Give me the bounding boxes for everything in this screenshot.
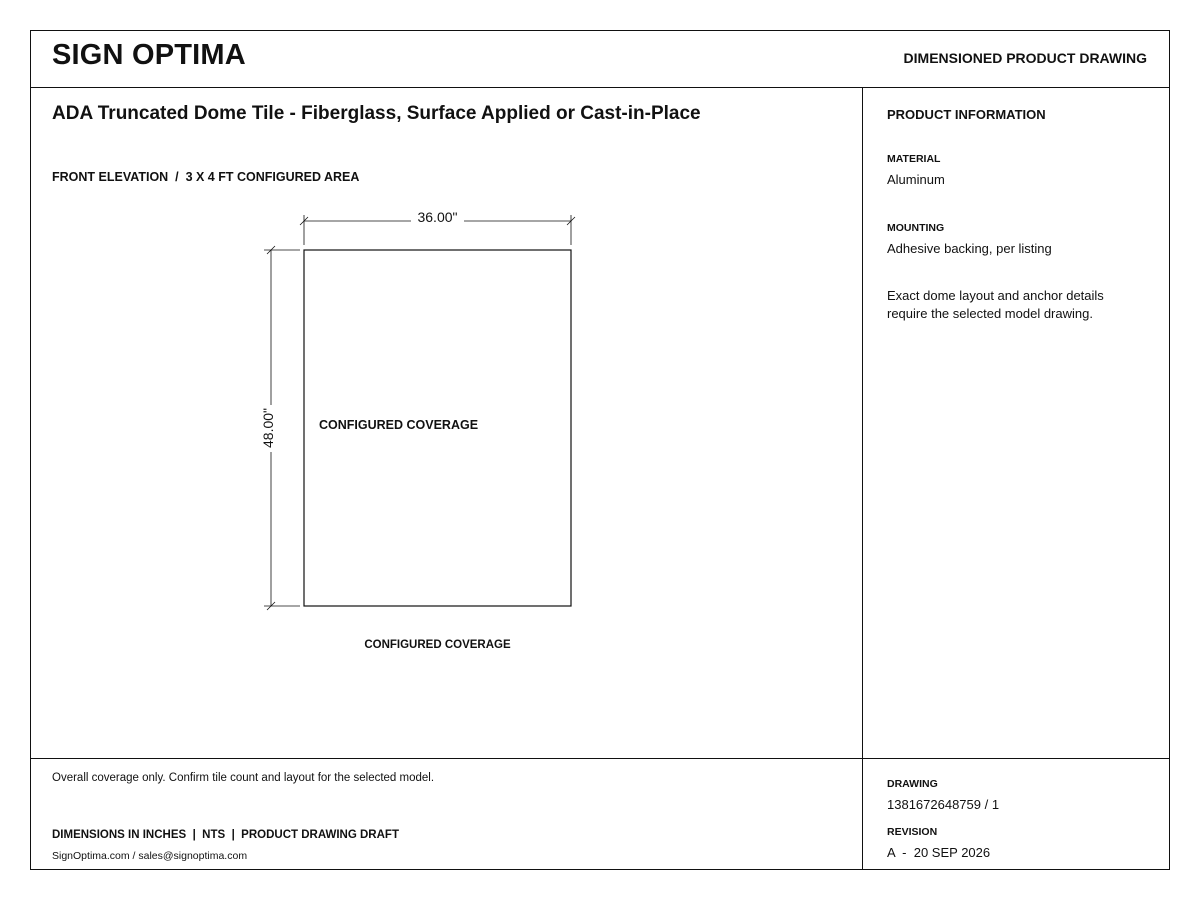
material-label: MATERIAL [887, 153, 941, 165]
coverage-caption: CONFIGURED COVERAGE [364, 639, 511, 651]
drawing-number-value: 1381672648759 / 1 [887, 797, 1000, 812]
view-label: FRONT ELEVATION / 3 X 4 FT CONFIGURED AREA [52, 170, 360, 184]
height-dimension-text: 48.00" [260, 407, 276, 449]
footer-specs: DIMENSIONS IN INCHES | NTS | PRODUCT DRAWING DRAFT [52, 829, 399, 841]
material-value: Aluminum [887, 172, 945, 187]
product-title: ADA Truncated Dome Tile - Fiberglass, Surface Applied or Cast-in-Place [52, 103, 701, 124]
document-type: DIMENSIONED PRODUCT DRAWING [903, 50, 1147, 66]
sidebar-title: PRODUCT INFORMATION [887, 107, 1046, 122]
coverage-inner-label: CONFIGURED COVERAGE [319, 418, 479, 432]
mounting-value: Adhesive backing, per listing [887, 241, 1052, 256]
brand-name: SIGN OPTIMA [52, 39, 246, 71]
drawing-number-label: DRAWING [887, 778, 938, 790]
revision-value: A - 20 SEP 2026 [887, 845, 991, 860]
mounting-label: MOUNTING [887, 222, 945, 234]
footer-note: Overall coverage only. Confirm tile count and layout for the selected model. [52, 772, 435, 784]
footer-contact: SignOptima.com / sales@signoptima.com [52, 850, 248, 862]
layout-note-line-1: Exact dome layout and anchor details [887, 288, 1104, 303]
width-dimension-text: 36.00" [417, 209, 458, 225]
layout-note [887, 287, 1104, 323]
layout-note-line-2: require the selected model drawing. [887, 306, 1093, 321]
revision-label: REVISION [887, 826, 938, 838]
